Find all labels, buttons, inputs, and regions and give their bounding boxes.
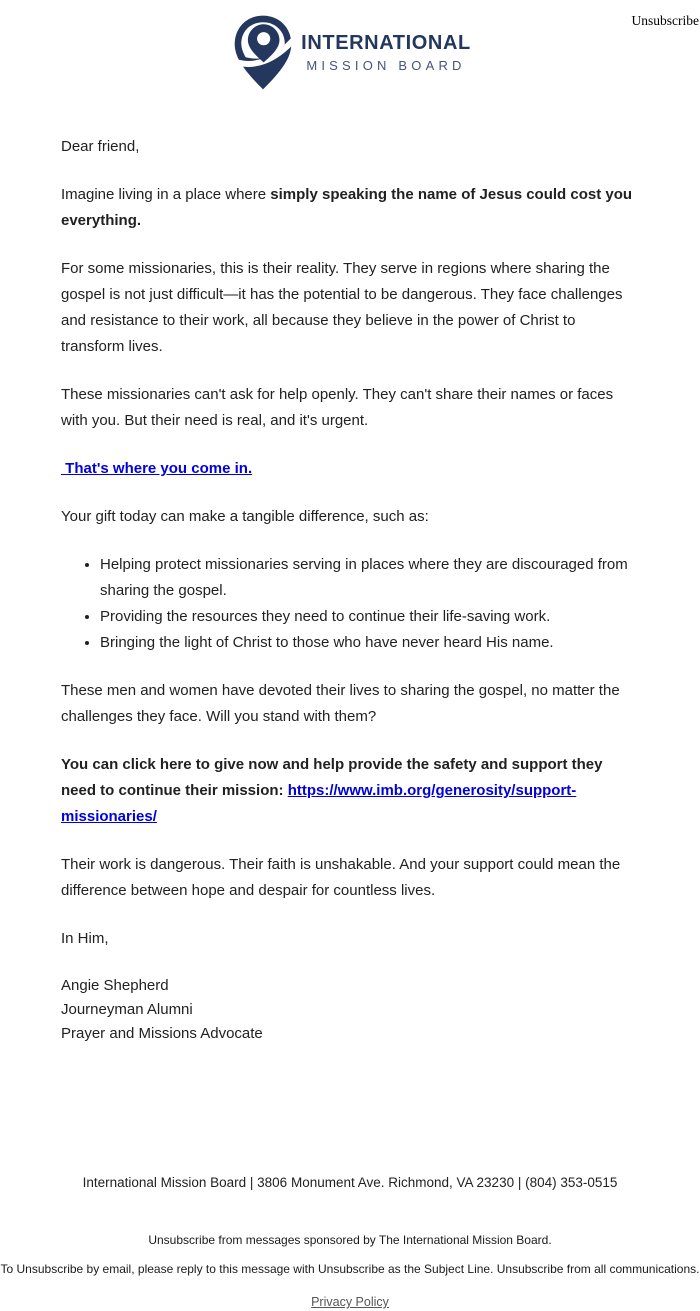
email-footer <box>0 1174 700 1311</box>
email-content <box>61 134 640 1046</box>
paragraph-imagine-normal: Imagine living in a place where <box>61 186 271 203</box>
privacy-policy-link[interactable]: Privacy Policy <box>311 1295 389 1309</box>
closing: In Him, <box>61 930 109 947</box>
logo-text-international: INTERNATIONAL <box>301 32 471 54</box>
email-header <box>0 13 700 92</box>
list-item: • Providing the resources they need to continue their life-saving work. <box>100 604 640 630</box>
signature-name: Angie Shepherd <box>61 977 169 994</box>
paragraph-devoted: These men and women have devoted their lives to sharing the gospel, no matter the challenges they face. Will you stand with them? <box>61 682 620 725</box>
greeting: Dear friend, <box>61 138 140 155</box>
signature-role-2: Prayer and Missions Advocate <box>61 1025 263 1042</box>
benefit-list <box>61 552 640 656</box>
logo-text-mission-board: MISSION BOARD <box>306 58 466 73</box>
footer-address: International Mission Board | 3806 Monument Ave. Richmond, VA 23230 | (804) 353-0515 <box>82 1175 618 1190</box>
paragraph-cta <box>61 456 640 482</box>
footer-reply-row <box>0 1262 700 1276</box>
paragraph-dangerous: Their work is dangerous. Their faith is unshakable. And your support could mean the difference between hope and despair for countless lives. <box>61 856 621 899</box>
list-item: • Bringing the light of Christ to those who have never heard His name. <box>100 630 640 656</box>
map-pin-logo-icon <box>229 13 297 92</box>
paragraph-imagine-bold: simply speaking the name of Jesus could cost you everything. <box>61 186 633 229</box>
paragraph-cant-ask: These missionaries can't ask for help openly. They can't share their names or faces with you. But their need is real, and it's urgent. <box>61 386 614 429</box>
give-now-text: You can click here to give now and help provide the safety and support they need to continue their mission: <box>61 756 603 799</box>
signature-block <box>61 974 640 1046</box>
paragraph-gift: Your gift today can make a tangible difference, such as: <box>61 508 429 525</box>
paragraph-reality: For some missionaries, this is their reality. They serve in regions where sharing the gospel is not just difficult—it has the potential to be dangerous. They face challenges and resistance to their work, all because they believe in the power of Christ to transform lives. <box>61 260 623 355</box>
give-now-url-link[interactable]: https://www.imb.org/generosity/support-missionaries/ <box>61 782 577 825</box>
signature-role-1: Journeyman Alumni <box>61 1001 193 1018</box>
footer-reply-instructions: To Unsubscribe by email, please reply to this message with Unsubscribe as the Subject Line. Unsubscribe from all communications. <box>0 1262 700 1276</box>
imb-logo <box>229 13 471 92</box>
list-item: • Helping protect missionaries serving in places where they are discouraged from sharing the gospel. <box>100 552 640 604</box>
footer-privacy-row <box>0 1293 700 1311</box>
paragraph-give-now <box>61 752 640 830</box>
thats-where-you-come-in-link[interactable]: That's where you come in. <box>61 460 253 477</box>
logo-wordmark <box>301 32 471 73</box>
footer-sponsored-text: Unsubscribe from messages sponsored by The International Mission Board. <box>148 1233 552 1247</box>
paragraph-imagine <box>61 182 640 234</box>
email-body <box>0 13 700 1308</box>
unsubscribe-link-top[interactable]: Unsubscribe <box>631 13 699 28</box>
